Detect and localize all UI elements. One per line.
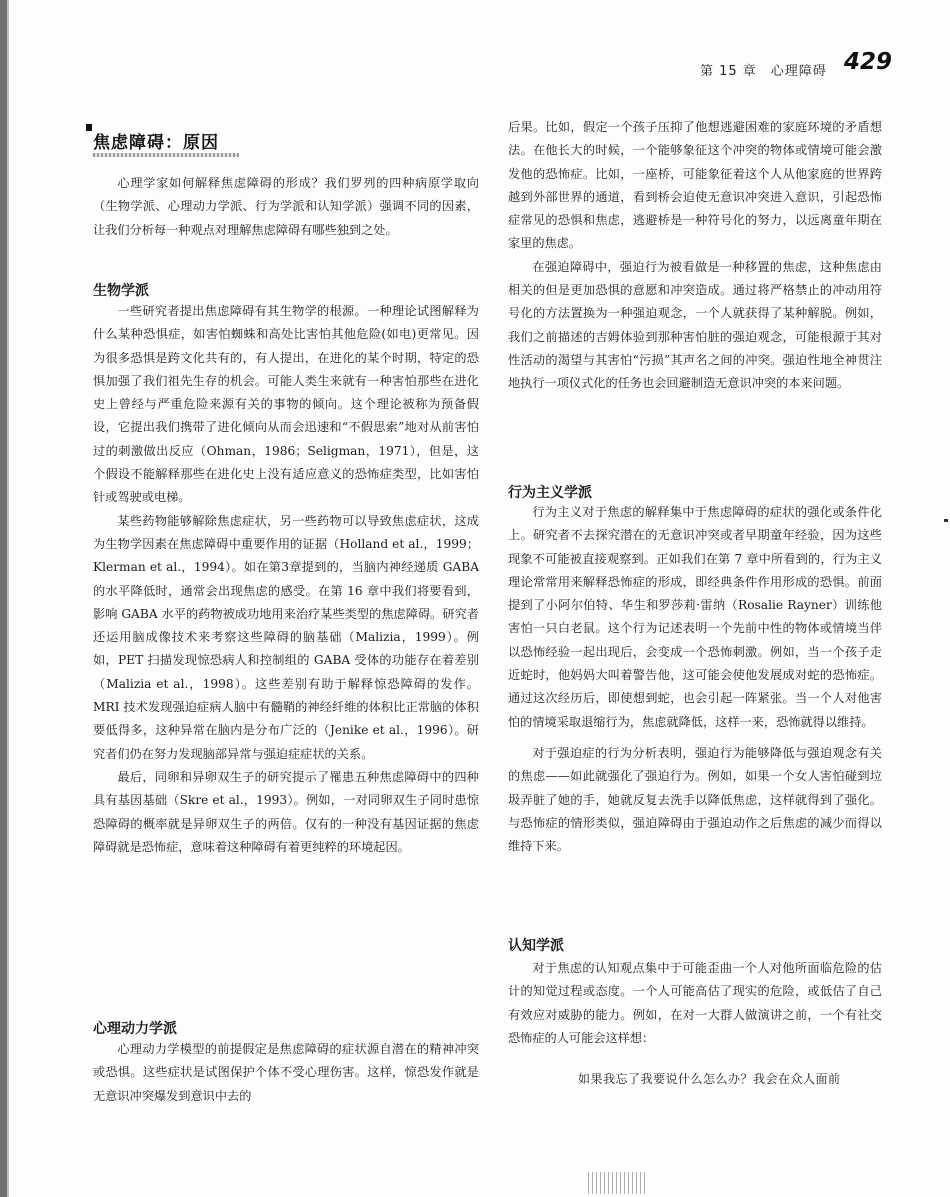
- margin-tick: [944, 519, 948, 522]
- intro-paragraph: 心理学家如何解释焦虑障碍的形成？我们罗列的四种病原学取向（生物学派、心理动力学派、行为学派和认知学派）强调不同的因素，让我们分析每一种观点对理解焦虑障碍有哪些独到之处。: [93, 176, 479, 237]
- biological-paragraph-2: 某些药物能够解除焦虑症状，另一些药物可以导致焦虑症状，这成为生物学因素在焦虑障碍中重要作用的证据（Holland et al.，1999；Klerman et al.，1994）。如在第3章提到的，当脑内神经递质 GABA 的水平降低时，通常会出现焦虑的感受。在第 16 章中我们将要看到，影响 GABA 水平的药物被成功地用来治疗某些类型的焦虑障碍。研究者还运用脑成像技术来考察这些障碍的脑基础（Malizia，1999）。例如，PET 扫描发现惊恐病人和控制组的 GABA 受体的功能存在着差别（Malizia et al.，1998）。这些差别有助于解释惊恐障碍的发作。MRI 技术发现强迫症病人脑中有髓鞘的神经纤维的体积比正常脑的体积要低得多，这种异常在脑内是分布广泛的（Jenike et al.，1996）。研究者们仍在努力发现脑部异常与强迫症症状的关系。: [93, 513, 479, 761]
- section-title: 焦虑障碍：原因: [93, 133, 219, 153]
- biological-paragraph-3: 最后，同卵和异卵双生子的研究提示了罹患五种焦虑障碍中的四种具有基因基础（Skre et al.，1993）。例如，一对同卵双生子同时患惊恐障碍的概率就是异卵双生子的两倍。仅有的一种没有基因证据的焦虑障碍就是恐怖症，意味着这种障碍有着更纯粹的环境起因。: [93, 769, 479, 854]
- page-number: 429: [844, 49, 893, 75]
- cognitive-paragraph-1: 对于焦虑的认知观点集中于可能歪曲一个人对他所面临危险的估计的知觉过程或态度。一个人可能高估了现实的危险，或低估了自己有效应对威胁的能力。例如，在对一大群人做演讲之前，一个有社交恐怖症的人可能会这样想：: [508, 961, 882, 1045]
- psychodynamic-block: [93, 1038, 479, 1108]
- behavioral-block: [508, 501, 882, 858]
- biological-block: [93, 300, 479, 859]
- psychodynamic-paragraph-1-continued: 后果。比如，假定一个孩子压抑了他想逃避困难的家庭环境的矛盾想法。在他长大的时候，一个能够象征这个冲突的物体或情境可能会激发他的恐怖症。比如，一座桥，可能象征着这个人从他家庭的世界跨越到外部世界的通道，看到桥会迫使无意识冲突进入意识，引起恐怖症常见的恐惧和焦虑，逃避桥是一种符号化的努力，以远离童年期在家里的焦虑。: [508, 120, 882, 251]
- heading-biological: 生物学派: [93, 283, 149, 299]
- intro-block: [93, 172, 479, 242]
- behavioral-paragraph-2: 对于强迫症的行为分析表明，强迫行为能够降低与强迫观念有关的焦虑——如此就强化了强迫行为。例如，如果一个女人害怕碰到垃圾弄脏了她的手，她就反复去洗手以降低焦虑，这样就得到了强化。与恐怖症的情形类似，强迫障碍由于强迫动作之后焦虑的减少而得以维持下来。: [508, 745, 882, 854]
- section-marker-icon: [86, 124, 92, 131]
- quoted-thought: 如果我忘了我要说什么怎么办？我会在众人面前: [578, 1072, 841, 1086]
- section-title-underline: [93, 153, 239, 157]
- chapter-label: 第 15 章 心理障碍: [700, 64, 827, 79]
- scan-artifact: [588, 1172, 648, 1194]
- cognitive-block: [508, 957, 882, 1050]
- running-head: [600, 46, 893, 86]
- biological-paragraph-1: 一些研究者提出焦虑障碍有其生物学的根源。一种理论试图解释为什么某种恐惧症，如害怕蜘蛛和高处比害怕其他危险(如电)更常见。因为很多恐惧是跨文化共有的，有人提出，在进化的某个时期，特定的恐惧加强了我们祖先生存的机会。可能人类生来就有一种害怕那些在进化史上曾经与严重危险来源有关的事物的倾向。这个理论被称为预备假设，它提出我们携带了进化倾向从而会迅速和“不假思索”地对从前害怕过的刺激做出反应（Ohman，1986；Seligman，1971），但是，这个假设不能解释那些在进化史上没有适应意义的恐怖症类型，比如害怕针或驾驶或电梯。: [93, 304, 479, 505]
- psychodynamic-paragraph-2: 在强迫障碍中，强迫行为被看做是一种移置的焦虑，这种焦虑由相关的但是更加恐惧的意愿和冲突造成。通过将严格禁止的冲动用符号化的方法置换为一种强迫观念，一个人就获得了某种解脱。例如，我们之前描述的吉姆体验到那种害怕脏的强迫观念，可能根源于其对性活动的渴望与其害怕“污损”其声名之间的冲突。强迫性地全神贯注地执行一项仪式化的任务也会回避制造无意识冲突的本来问题。: [508, 259, 882, 391]
- heading-psychodynamic: 心理动力学派: [93, 1021, 177, 1037]
- page-binding-edge: [7, 0, 9, 1197]
- heading-cognitive: 认知学派: [508, 938, 564, 954]
- psychodynamic-continued-block: [508, 116, 882, 396]
- heading-behavioral: 行为主义学派: [508, 485, 592, 501]
- behavioral-paragraph-1: 行为主义对于焦虑的解释集中于焦虑障碍的症状的强化或条件化上。研究者不去探究潜在的无意识冲突或者早期童年经验，因为这些现象不可能被直接观察到。正如我们在第 7 章中所看到的，行为主义理论常常用来解释恐怖症的形成，即经典条件作用形成的恐惧。前面提到了小阿尔伯特、华生和罗莎莉·雷纳（Rosalie Rayner）训练他害怕一只白老鼠。这个行为记述表明一个先前中性的物体或情境当伴以恐怖经验一起出现后，会变成一个恐怖刺激。例如，当一个孩子走近蛇时，他妈妈大叫着警告他，这可能会使他发展成对蛇的恐怖症。通过这次经历后，即使想到蛇，也会引起一阵紧张。当一个人对他害怕的情境采取退缩行为，焦虑就降低，这样一来，恐怖就得以维持。: [508, 505, 882, 729]
- psychodynamic-paragraph-1: 心理动力学模型的前提假定是焦虑障碍的症状源自潜在的精神冲突或恐惧。这些症状是试图保护个体不受心理伤害。这样，惊恐发作就是无意识冲突爆发到意识中去的: [93, 1042, 479, 1103]
- page-binding-shadow: [0, 0, 7, 1197]
